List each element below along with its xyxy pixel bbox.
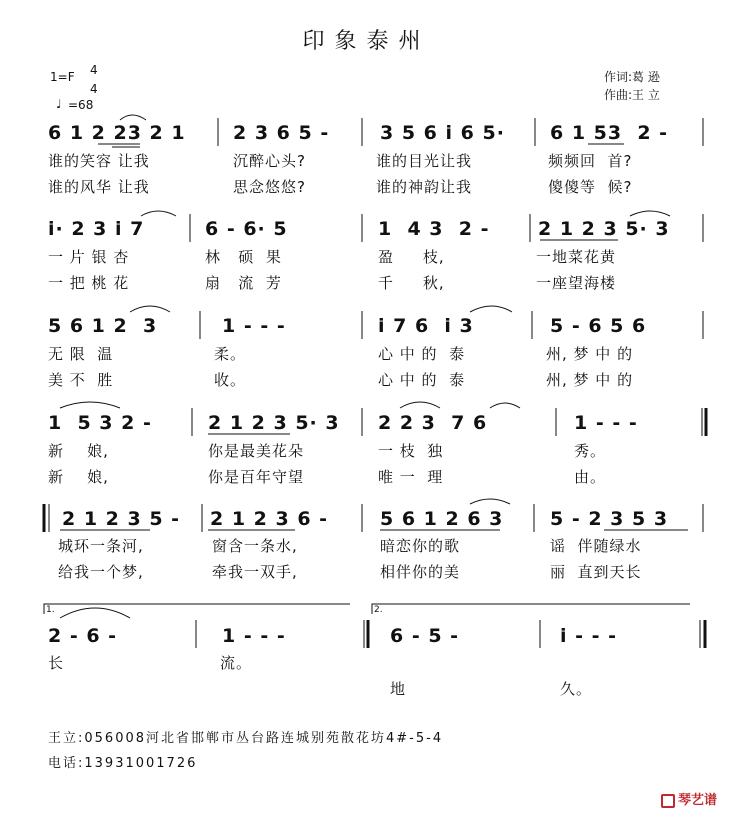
lyric-verse-1: 长 [48, 654, 65, 672]
measure-notes: 1 - - - [574, 412, 638, 434]
contact-phone: 电话:13931001726 [48, 756, 198, 771]
measure-notes: i· 2 3 i 7 [48, 218, 145, 240]
slur [400, 402, 440, 408]
second-ending-bracket [372, 604, 690, 614]
lyric-verse-1: 暗恋你的歌 [380, 537, 461, 555]
contact-address: 王立:056008河北省邯郸市丛台路连城别苑散花坊4#-5-4 [48, 731, 444, 746]
lyric-verse-2: 千 秋, [378, 274, 445, 292]
measure-notes: 5 6 1 2 3 [48, 315, 158, 337]
lyric-verse-1: 秀。 [574, 442, 607, 460]
second-ending-label: 2. [374, 605, 383, 615]
lyric-verse-2: 一 把 桃 花 [48, 274, 130, 292]
slur [490, 403, 520, 408]
lyric-verse-1: 窗含一条水, [212, 537, 298, 555]
measure-notes: 6 1 2 23 2 1 [48, 122, 186, 144]
lyric-verse-2: 谁的神韵让我 [376, 178, 473, 196]
lyric-verse-2: 心 中 的 泰 [378, 371, 466, 389]
lyric-verse-2: 丽 直到天长 [550, 563, 642, 581]
lyric-verse-1: 流。 [220, 654, 253, 672]
measure-notes: 5 - 2 3 5 3 [550, 508, 669, 530]
measure-notes: 2 1 2 3 6 - [210, 508, 329, 530]
lyric-verse-1: 你是最美花朵 [208, 442, 305, 460]
measure-notes: 2 1 2 3 5 - [62, 508, 181, 530]
measure-notes: 2 3 6 5 - [233, 122, 330, 144]
lyric-verse-2: 思念悠悠? [233, 178, 306, 196]
slur [60, 402, 120, 408]
lyric-verse-1: 林 硕 果 [205, 248, 282, 266]
lyric-verse-1: 州, 梦 中 的 [546, 345, 634, 363]
lyric-verse-2: 久。 [560, 680, 593, 698]
tempo-note-icon: ♩ [56, 97, 62, 111]
lyric-verse-1: 新 娘, [48, 442, 109, 460]
measure-notes: 5 6 1 2 6 3 [380, 508, 504, 530]
lyric-verse-2: 地 [390, 680, 407, 698]
lyric-verse-2: 傻傻等 候? [548, 178, 633, 196]
site-logo-text: 琴艺谱 [677, 793, 717, 808]
lyric-verse-1: 城环一条河, [58, 537, 144, 555]
tempo-marking: =68 [68, 98, 94, 112]
measure-notes: 1 5 3 2 - [48, 412, 152, 434]
measure-notes: 5 - 6 5 6 [550, 315, 647, 337]
lyric-verse-2: 州, 梦 中 的 [546, 371, 634, 389]
lyric-verse-2: 由。 [574, 468, 607, 486]
lyric-verse-2: 相伴你的美 [380, 563, 461, 581]
lyric-verse-1: 一地菜花黄 [536, 248, 617, 266]
lyric-verse-2: 给我一个梦, [58, 563, 144, 581]
lyric-verse-1: 一 片 银 杏 [48, 248, 130, 266]
measure-notes: 2 1 2 3 5· 3 [208, 412, 340, 434]
lyric-verse-2: 收。 [214, 371, 247, 389]
page-title: 印象泰州 [302, 29, 431, 54]
measure-notes: 2 2 3 7 6 [378, 412, 488, 434]
lyric-verse-1: 一 枝 独 [378, 442, 444, 460]
slur [470, 306, 512, 312]
measure-notes: i 7 6 i 3 [378, 315, 474, 337]
lyric-verse-2: 扇 流 芳 [205, 274, 282, 292]
slur [130, 306, 170, 312]
lyric-verse-2: 你是百年守望 [208, 468, 305, 486]
measure-notes: 1 - - - [222, 625, 286, 647]
measure-notes: 6 1 53 2 - [550, 122, 669, 144]
slur [141, 211, 176, 216]
lyric-verse-1: 心 中 的 泰 [378, 345, 466, 363]
measure-notes: 1 - - - [222, 315, 286, 337]
measure-notes: 2 1 2 3 5· 3 [538, 218, 670, 240]
lyric-verse-2: 新 娘, [48, 468, 109, 486]
measure-notes: 6 - 5 - [390, 625, 460, 647]
composer-credit: 作曲:王 立 [604, 88, 660, 102]
lyric-verse-2: 唯 一 理 [378, 468, 444, 486]
slur [60, 608, 130, 618]
lyricist-credit: 作词:葛 逊 [604, 70, 660, 84]
measure-notes: 6 - 6· 5 [205, 218, 288, 240]
lyric-verse-2: 一座望海楼 [536, 274, 617, 292]
lyric-verse-1: 谁的目光让我 [376, 152, 473, 170]
measure-notes: 2 - 6 - [48, 625, 118, 647]
slur [470, 499, 510, 504]
time-signature-bottom: 4 [90, 82, 98, 96]
time-signature-top: 4 [90, 63, 98, 77]
key-signature: 1=F [50, 70, 75, 84]
slur [630, 211, 670, 216]
lyric-verse-1: 谣 伴随绿水 [550, 537, 642, 555]
lyric-verse-1: 无 限 温 [48, 345, 114, 363]
slur [120, 115, 146, 120]
measure-notes: 3 5 6 i 6 5· [380, 122, 505, 144]
measure-notes: 1 4 3 2 - [378, 218, 490, 240]
lyric-verse-1: 盈 枝, [378, 248, 445, 266]
lyric-verse-2: 美 不 胜 [48, 371, 114, 389]
first-ending-bracket [44, 604, 350, 614]
first-ending-label: 1. [46, 605, 55, 615]
lyric-verse-2: 谁的风华 让我 [48, 178, 150, 196]
lyric-verse-1: 柔。 [214, 345, 247, 363]
lyric-verse-1: 沉醉心头? [233, 152, 306, 170]
lyric-verse-1: 频频回 首? [548, 152, 633, 170]
measure-notes: i - - - [560, 625, 618, 647]
lyric-verse-2: 牵我一双手, [212, 563, 298, 581]
lyric-verse-1: 谁的笑容 让我 [48, 152, 150, 170]
